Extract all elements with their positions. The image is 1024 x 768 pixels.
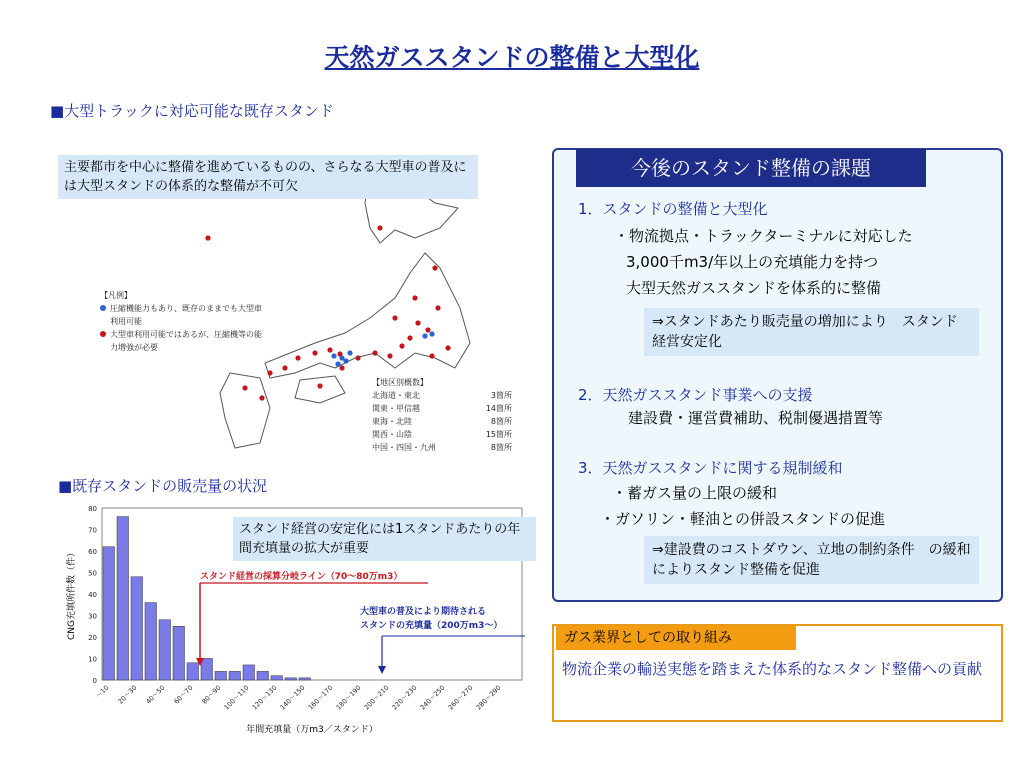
y-tick-label: 0: [92, 677, 97, 685]
region-name: 東海・北陸: [372, 417, 412, 426]
issue-1-note: ⇒スタンドあたり販売量の増加により スタンド経営安定化: [644, 308, 979, 356]
region-count: 8箇所: [490, 443, 512, 452]
region-rows: [372, 389, 512, 454]
blue-dot-icon: [100, 305, 106, 311]
region-count: 8箇所: [490, 417, 512, 426]
red-station-dot: [425, 327, 430, 332]
red-station-dot: [267, 370, 272, 375]
x-tick-label: 140～150: [278, 683, 307, 712]
x-tick-label: 120～130: [250, 683, 279, 712]
legend-red-item: [100, 328, 265, 354]
bar: [243, 665, 255, 680]
map-legend: [100, 289, 265, 354]
red-station-dot: [205, 235, 210, 240]
expected-annotation-line-1: 大型車の普及により期待される: [360, 607, 487, 617]
legend-red-label: 大型車利用可能ではあるが、圧縮機等の能力増強が必要: [110, 330, 262, 352]
red-station-dot: [445, 345, 450, 350]
issues-header: 今後のスタンド整備の課題: [576, 149, 926, 187]
region-title: 【地区別概数】: [372, 378, 428, 387]
red-station-dot: [355, 355, 360, 360]
x-tick-label: 240～250: [418, 683, 447, 712]
y-tick-label: 70: [88, 526, 97, 535]
blue-station-dot: [347, 350, 352, 355]
x-tick-label: 80～90: [200, 683, 223, 706]
region-row: [372, 389, 512, 402]
issue-3-line-2: ・ガソリン・軽油との併設スタンドの促進: [600, 510, 886, 528]
x-tick-label: 200～210: [362, 683, 391, 712]
x-tick-label: ～10: [94, 683, 111, 700]
region-name: 関西・山陰: [372, 430, 412, 439]
bar: [299, 678, 311, 680]
map-callout: 主要都市を中心に整備を進めているものの、さらなる大型車の普及には大型スタンドの体系的な整備が不可欠: [58, 155, 478, 199]
red-station-dot: [377, 225, 382, 230]
y-tick-label: 60: [88, 548, 97, 556]
red-station-dot: [295, 355, 300, 360]
y-tick-label: 50: [88, 569, 97, 578]
bar: [117, 517, 129, 680]
x-tick-label: 160～170: [306, 683, 335, 712]
expected-annotation-line-2: スタンドの充填量（200万m3～）: [360, 621, 503, 631]
x-tick-label: 260～270: [446, 683, 475, 712]
x-tick-label: 60～70: [172, 683, 195, 706]
red-station-dot: [282, 365, 287, 370]
red-dot-icon: [100, 331, 106, 337]
bar: [173, 626, 185, 680]
bar: [187, 663, 199, 680]
breakeven-annotation: スタンド経営の採算分岐ライン（70～80万m3）: [200, 572, 403, 582]
section-heading-sales-volume: ■既存スタンドの販売量の状況: [58, 477, 268, 495]
red-station-dot: [242, 385, 247, 390]
section-heading-existing-stands: ■大型トラックに対応可能な既存スタンド: [50, 102, 334, 120]
red-station-dot: [429, 353, 434, 358]
region-counts: [372, 376, 512, 454]
blue-station-dot: [335, 361, 340, 366]
red-station-dot: [387, 353, 392, 358]
bar: [215, 671, 227, 680]
red-station-dot: [392, 315, 397, 320]
legend-blue-item: [100, 302, 265, 328]
bar: [271, 676, 283, 680]
red-station-dot: [415, 320, 420, 325]
bar: [145, 603, 157, 680]
region-name: 中国・四国・九州: [372, 443, 436, 452]
bar: [257, 671, 269, 680]
blue-station-dot: [422, 333, 427, 338]
red-station-dot: [312, 350, 317, 355]
issue-1-line-1: ・物流拠点・トラックターミナルに対応した: [614, 227, 913, 245]
region-row: [372, 441, 512, 454]
x-tick-label: 220～230: [390, 683, 419, 712]
x-tick-label: 100～110: [222, 683, 251, 712]
region-row: [372, 402, 512, 415]
y-tick-label: 30: [88, 612, 97, 621]
region-count: 3箇所: [490, 391, 512, 400]
x-axis-label: 年間充填量（万m3／スタンド）: [246, 725, 378, 735]
issue-2-heading: 2．天然ガススタンド事業への支援: [578, 386, 813, 404]
issue-1-line-3: 大型天然ガススタンドを体系的に整備: [626, 279, 882, 297]
bar: [229, 671, 241, 680]
bar: [285, 678, 297, 680]
region-name: 関東・甲信越: [372, 404, 420, 413]
red-station-dot: [327, 347, 332, 352]
red-station-dot: [435, 305, 440, 310]
bar: [131, 577, 143, 680]
y-tick-label: 20: [88, 634, 97, 642]
red-station-dot: [317, 383, 322, 388]
blue-station-dot: [331, 353, 336, 358]
issue-1-line-2: 3,000千m3/年以上の充填能力を持つ: [626, 253, 879, 271]
page-title: 天然ガススタンドの整備と大型化: [324, 43, 700, 72]
region-count: 14箇所: [485, 404, 512, 413]
y-tick-label: 80: [88, 505, 97, 513]
red-station-dot: [259, 395, 264, 400]
red-station-dot: [399, 343, 404, 348]
chart-callout: スタンド経営の安定化には1スタンドあたりの年間充填量の拡大が重要: [233, 517, 536, 561]
red-station-dot: [432, 265, 437, 270]
region-row: [372, 428, 512, 441]
red-station-dot: [372, 350, 377, 355]
gas-industry-body: 物流企業の輸送実態を踏まえた体系的なスタンド整備への貢献: [562, 660, 983, 678]
bar: [103, 547, 115, 680]
region-row: [372, 415, 512, 428]
legend-title: 【凡例】: [100, 291, 132, 300]
region-count: 15箇所: [485, 430, 512, 439]
x-tick-label: 280～290: [474, 683, 503, 712]
issue-3-heading: 3．天然ガススタンドに関する規制緩和: [578, 459, 843, 477]
blue-station-dot: [429, 331, 434, 336]
gas-industry-header: ガス業界としての取り組み: [556, 626, 796, 650]
issue-1-heading: 1．スタンドの整備と大型化: [578, 200, 768, 218]
y-tick-label: 40: [88, 591, 97, 599]
issue-3-line-1: ・蓄ガス量の上限の緩和: [612, 484, 778, 502]
bar: [201, 659, 213, 681]
region-name: 北海道・東北: [372, 391, 420, 400]
issue-3-note: ⇒建設費のコストダウン、立地の制約条件 の緩和によりスタンド整備を促進: [644, 536, 979, 584]
red-station-dot: [412, 295, 417, 300]
blue-station-dot: [339, 355, 344, 360]
issue-2-line-1: 建設費・運営費補助、税制優遇措置等: [628, 409, 884, 427]
x-tick-label: 180～190: [334, 683, 363, 712]
y-axis-label: CNG充填所件数（件）: [67, 548, 77, 640]
legend-blue-label: 圧縮機能力もあり、既存のままでも大型車利用可能: [110, 304, 262, 326]
x-tick-label: 20～30: [116, 683, 139, 706]
red-station-dot: [339, 365, 344, 370]
bar: [159, 620, 171, 680]
x-tick-label: 40～50: [144, 683, 167, 706]
red-station-dot: [407, 335, 412, 340]
y-tick-label: 10: [88, 655, 97, 664]
